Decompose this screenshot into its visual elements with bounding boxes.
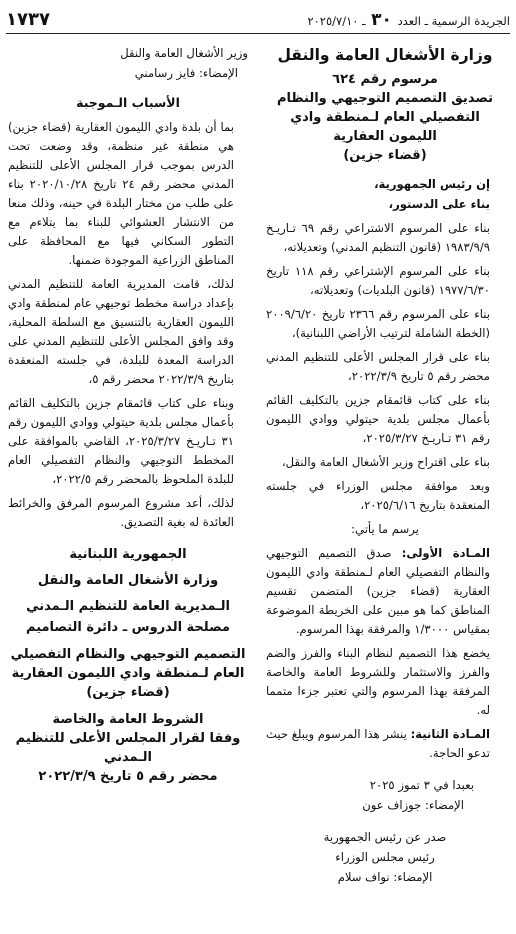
page-header <box>6 8 510 34</box>
right-column <box>266 44 504 892</box>
directorate-title: الـمديرية العامة للتنظيم الـمدني <box>26 599 230 614</box>
minister-title: وزير الأشغال العامة والنقل <box>120 46 248 60</box>
decree-title: تصديق التصميم التوجيهي والنظام التفصيلي العام لـمنطقة وادي الليمون العقارية <box>276 91 494 144</box>
decree-number: مرسوم رقم ٦٢٤ <box>332 72 438 87</box>
recital: بناء على كتاب قائمقام جزين بالتكليف القائم بأعمال مجلس بلدية حيتولي ووادي الليمون رقم ٣١ تـاريـخ ٢٠٢٥/٣/٢٧، <box>266 393 490 445</box>
reason-paragraph: لذلك، أعد مشروع المرسوم المرفق والخرائط العائدة له بغية التصديق. <box>8 496 234 529</box>
article-1-text: صدق التصميم التوجيهي والنظام التفصيلي العام لـمنطقة وادي الليمون العقارية (قضاء جزين) المتضمن تقسيم المناطق كما هو مبين على الخريطة الموضوعة بمقياس ١/٣٠٠٠ والمرفقة بهذا المرسوم. <box>266 546 490 636</box>
issue-number: ٣٠ <box>371 10 392 30</box>
reason-paragraph: بما أن بلدة وادي الليمون العقارية (قضاء جزين) هي منطقة غير منظمة، وقد وضعت تحت الدرس بموجب قرار المجلس الأعلى للتنظيم المدني محضر رقم ٢٤ تاريخ ٢٠٢٠/١٠/٢٨ بناء على طلب من مختار البلدة في حينه، وذلك منعا من الانتشار العشوائي للبناء بما يتلاءم مع التطور السكاني فيها مع المحافظة على المناطق الزراعية الموجودة ضمنها. <box>8 120 234 267</box>
decree-subtitle: (قضاء جزين) <box>343 148 427 163</box>
constitution-line: بناء على الدستور، <box>388 197 490 211</box>
recital: بناء على قرار المجلس الأعلى للتنظيم المدني محضر رقم ٥ تاريخ ٢٠٢٢/٣/٩، <box>266 350 490 383</box>
plan-title: التصميم التوجيهي والنظام التفصيلي العام لـمنطقة وادي الليمون العقارية <box>10 647 246 681</box>
article-1-label: المـادة الأولى: <box>401 546 491 560</box>
recital: بناء على اقتراح وزير الأشغال العامة والنقل، <box>281 455 490 469</box>
article-1 <box>266 544 504 639</box>
recital: وبعد موافقة مجلس الوزراء في جلسته المنعقدة بتاريخ ٢٠٢٥/٦/١٦، <box>266 479 490 512</box>
article-2-text: ينشر هذا المرسوم ويبلغ حيث تدعو الحاجة. <box>266 727 490 760</box>
conditions-reference: محضر رقم ٥ تاريخ ٢٠٢٢/٣/٩ <box>38 769 218 784</box>
article-1-continued: يخضع هذا التصميم لنظام البناء والفرز والضم والفرز والاستثمار وللشروط العامة والخاصة المرفقة بهذا المرسوم والتي تعتبر جزءا متمما له. <box>266 646 490 717</box>
conditions-title: الشروط العامة والخاصة <box>52 712 204 727</box>
article-2-label: المـادة الثانية: <box>410 727 490 741</box>
left-column <box>8 44 248 786</box>
reason-paragraph: وبناء على كتاب قائمقام جزين بالتكليف القائم بأعمال مجلس بلدية حيتولي ووادي الليمون رقم ٣١ تـاريـخ ٢٠٢٥/٣/٢٧، القاضي بالموافقة على المخطط التوجيهي والنظام التفصيلي العام للبلدة الملحوظ بالمحضر رقم ٢٠٢٢/٥، <box>8 396 234 486</box>
ministry-title: وزارة الأشغال العامة والنقل <box>277 46 493 64</box>
recital: بناء على المرسوم الاشتراعي رقم ٦٩ تـاريـخ ١٩٨٣/٩/٩ (قانون التنظيم المدني) وتعديلاته، <box>266 221 490 254</box>
page-number: ١٧٣٧ <box>6 9 50 30</box>
reasons-heading: الأسباب الـموجبة <box>76 95 180 110</box>
ministry-subtitle: وزارة الأشغال العامة والنقل <box>37 573 219 588</box>
gazette-name: الجريدة الرسمية ـ العدد <box>397 14 510 28</box>
reason-paragraph: لذلك، قامت المديرية العامة للتنظيم المدني بإعداد دراسة مخطط توجيهي عام لمنطقة وادي الليمون العقارية بالتنسيق مع السلطة المحلية، وقد وافق المجلس الأعلى للتنظيم المدني على الدراسة المعدة للبلدة، في جلسته المنعقدة بتاريخ ٢٠٢٢/٣/٩ محضر رقم ٥، <box>8 277 234 386</box>
republic-title: الجمهورية اللبنانية <box>69 547 187 562</box>
recital: بناء على المرسوم رقم ٢٣٦٦ تاريخ ٢٠٠٩/٦/٢٠ (الخطة الشاملة لترتيب الأراضي اللبنانية)، <box>266 307 490 340</box>
plan-subtitle: (قضاء جزين) <box>86 685 170 700</box>
decrees-line: يرسم ما يأتي: <box>351 522 419 536</box>
president-line: إن رئيس الجمهورية، <box>374 177 490 191</box>
president-signature: الإمضاء: جوزاف عون <box>362 798 464 812</box>
signing-date: بعبدا في ٣ تموز ٢٠٢٥ <box>369 778 474 792</box>
article-2 <box>266 725 504 763</box>
recital: بناء على المرسوم الإشتراعي رقم ١١٨ تاريخ ١٩٧٧/٦/٣٠ (قانون البلديات) وتعديلاته، <box>266 264 490 297</box>
pm-signature: الإمضاء: نواف سلام <box>337 870 433 884</box>
issued-by: صدر عن رئيس الجمهورية <box>323 830 447 844</box>
issue-date: ـ ٢٠٢٥/٧/١٠ <box>307 14 366 28</box>
gazette-issue-line <box>307 10 510 30</box>
department-title: مصلحة الدروس ـ دائرة التصاميم <box>26 620 230 635</box>
pm-title: رئيس مجلس الوزراء <box>335 850 435 864</box>
minister-signature: الإمضاء: فايز رسامني <box>134 66 238 80</box>
conditions-subtitle: وفقا لقرار المجلس الأعلى للتنظيم الـمدني <box>15 731 241 765</box>
